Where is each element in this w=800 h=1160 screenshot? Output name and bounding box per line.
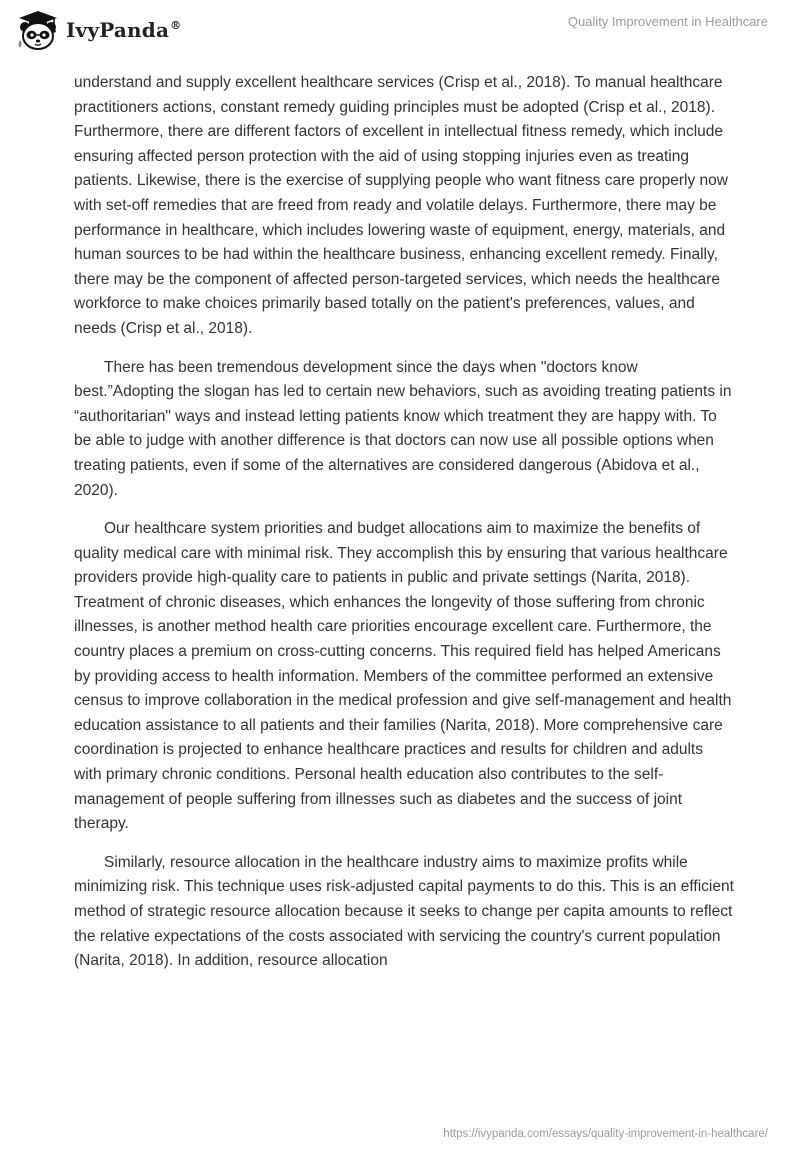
paragraph-4: Similarly, resource allocation in the healthcare industry aims to maximize profits while minimizing risk. This technique uses risk-adjusted capital payments to do this. This is an efficient method of strategic resource allocation because it seeks to change per capita amounts to reflect the relative expectations of the costs associated with servicing the country's current population (Narita, 2018). In addition, resource allocation <box>74 853 734 970</box>
paragraph-1: understand and supply excellent healthcare services (Crisp et al., 2018). To manual healthcare practitioners actions, constant remedy guiding principles must be adopted (Crisp et al., 2018). Furthermore, there are different factors of excellent in intellectual fitness remedy, which include ensuring affected person protection with the aid of using stopping injuries even as treating patients. Likewise, there is the exercise of supplying people who want fitness care properly now with set-off remedies that are freed from ready and volatile delays. Furthermore, there may be performance in healthcare, which includes lowering waste of equipment, energy, materials, and human sources to be had within the healthcare business, enhancing excellent remedy. Finally, there may be the component of affected person-targeted services, which needs the healthcare workforce to make choices primarily based totally on the patient's preferences, values, and needs (Crisp et al., 2018). <box>74 74 728 337</box>
document-title: Quality Improvement in Healthcare <box>567 14 768 29</box>
essay-body <box>74 71 734 988</box>
paragraph-3: Our healthcare system priorities and budget allocations aim to maximize the benefits of quality medical care with minimal risk. They accomplish this by ensuring that various healthcare providers provide high-quality care to patients in public and private settings (Narita, 2018). Treatment of chronic diseases, which enhances the longevity of those suffering from chronic illnesses, is another method health care priorities encourage excellent care. Furthermore, the country places a premium on cross-cutting concerns. This required field has helped Americans by providing access to health information. Members of the committee performed an extensive census to improve collaboration in the medical profession and give self-management and health education assistance to all patients and their families (Narita, 2018). More comprehensive care coordination is projected to enhance healthcare practices and results for children and adults with primary chronic conditions. Personal health education also contributes to the self-management of people suffering from illnesses such as diabetes and the success of joint therapy. <box>74 520 732 833</box>
logo-wordmark: IvyPanda® <box>66 18 182 42</box>
page-header <box>0 0 800 70</box>
registered-mark: ® <box>170 19 182 33</box>
paragraph-2: There has been tremendous development since the days when "doctors know best.”Adopting the slogan has led to certain new behaviors, such as avoiding treating patients in “authoritarian" ways and instead letting patients know which treatment they are happy with. To be able to judge with another difference is that doctors can now use all possible options when treating patients, even if some of the alternatives are considered dangerous (Abidova et al., 2020). <box>74 358 732 499</box>
source-url[interactable]: https://ivypanda.com/essays/quality-improvement-in-healthcare/ <box>443 1128 768 1140</box>
ivypanda-logo[interactable] <box>16 8 181 52</box>
panda-mascot-icon <box>16 8 60 52</box>
